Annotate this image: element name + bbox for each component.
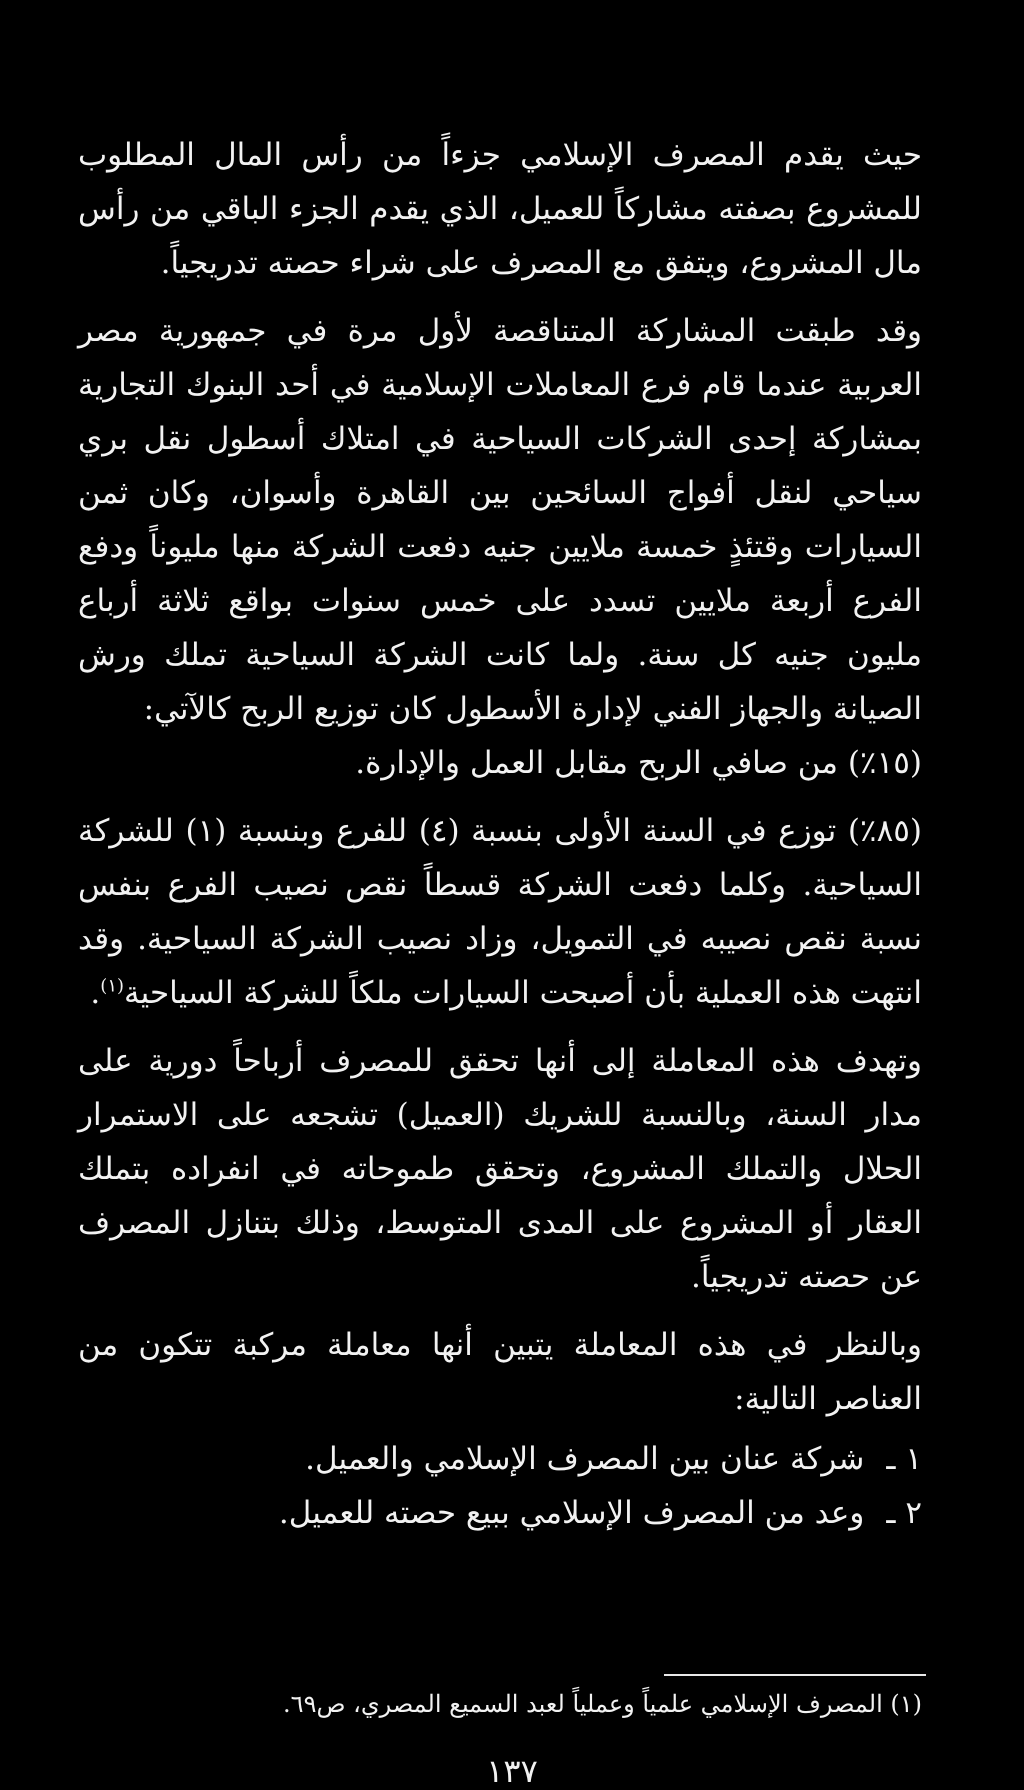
footnote: (١) المصرف الإسلامي علمياً وعملياً لعبد السميع المصري، ص٦٩.: [283, 1690, 922, 1718]
page-body: [78, 128, 922, 1540]
list-item-number: ٢ ـ: [886, 1495, 922, 1531]
page-number: ١٣٧: [486, 1752, 538, 1790]
paragraph-2: وقد طبقت المشاركة المتناقصة لأول مرة في جمهورية مصر العربية عندما قام فرع المعاملات الإسلامية في أحد البنوك التجارية بمشاركة إحدى الشركات السياحية في امتلاك أسطول نقل بري سياحي لنقل أفواج السائحين بين القاهرة وأسوان، وكان ثمن السيارات وقتئذٍ خمسة ملايين جنيه دفعت الشركة منها مليوناً ودفع الفرع أربعة ملايين تسدد على خمس سنوات بواقع ثلاثة أرباع مليون جنيه كل سنة. ولما كانت الشركة السياحية تملك ورش الصيانة والجهاز الفني لإدارة الأسطول كان توزيع الربح كالآتي:: [78, 313, 922, 727]
paragraph-4: [78, 804, 922, 1020]
list-item-number: ١ ـ: [886, 1441, 922, 1477]
footnote-divider: [664, 1674, 926, 1676]
paragraph-1: حيث يقدم المصرف الإسلامي جزءاً من رأس المال المطلوب للمشروع بصفته مشاركاً للعميل، الذي يقدم الجزء الباقي من رأس مال المشروع، ويتفق مع المصرف على شراء حصته تدريجياً.: [78, 137, 922, 281]
footnote-marker[interactable]: (١): [100, 975, 125, 997]
list-item-text: وعد من المصرف الإسلامي ببيع حصته للعميل.: [278, 1495, 865, 1531]
list-item: [78, 1432, 922, 1486]
list-item: [78, 1486, 922, 1540]
paragraph-4-end: .: [90, 975, 101, 1011]
paragraph-5: وتهدف هذه المعاملة إلى أنها تحقق للمصرف أرباحاً دورية على مدار السنة، وبالنسبة للشريك (العميل) تشجعه على الاستمرار الحلال والتملك المشروع، وتحقق طموحاته في انفراده بتملك العقار أو المشروع على المدى المتوسط، وذلك بتنازل المصرف عن حصته تدريجياً.: [78, 1043, 922, 1295]
paragraph-4-text: (٨٥٪) توزع في السنة الأولى بنسبة (٤) للفرع وبنسبة (١) للشركة السياحية. وكلما دفعت الشركة قسطاً نقص نصيب الفرع بنفس نسبة نقص نصيبه في التمويل، وزاد نصيب الشركة السياحية. وقد انتهت هذه العملية بأن أصبحت السيارات ملكاً للشركة السياحية: [78, 813, 923, 1011]
list-item-text: شركة عنان بين المصرف الإسلامي والعميل.: [305, 1441, 865, 1477]
paragraph-6: وبالنظر في هذه المعاملة يتبين أنها معاملة مركبة تتكون من العناصر التالية:: [78, 1327, 922, 1417]
paragraph-3: (١٥٪) من صافي الربح مقابل العمل والإدارة.: [355, 745, 922, 781]
